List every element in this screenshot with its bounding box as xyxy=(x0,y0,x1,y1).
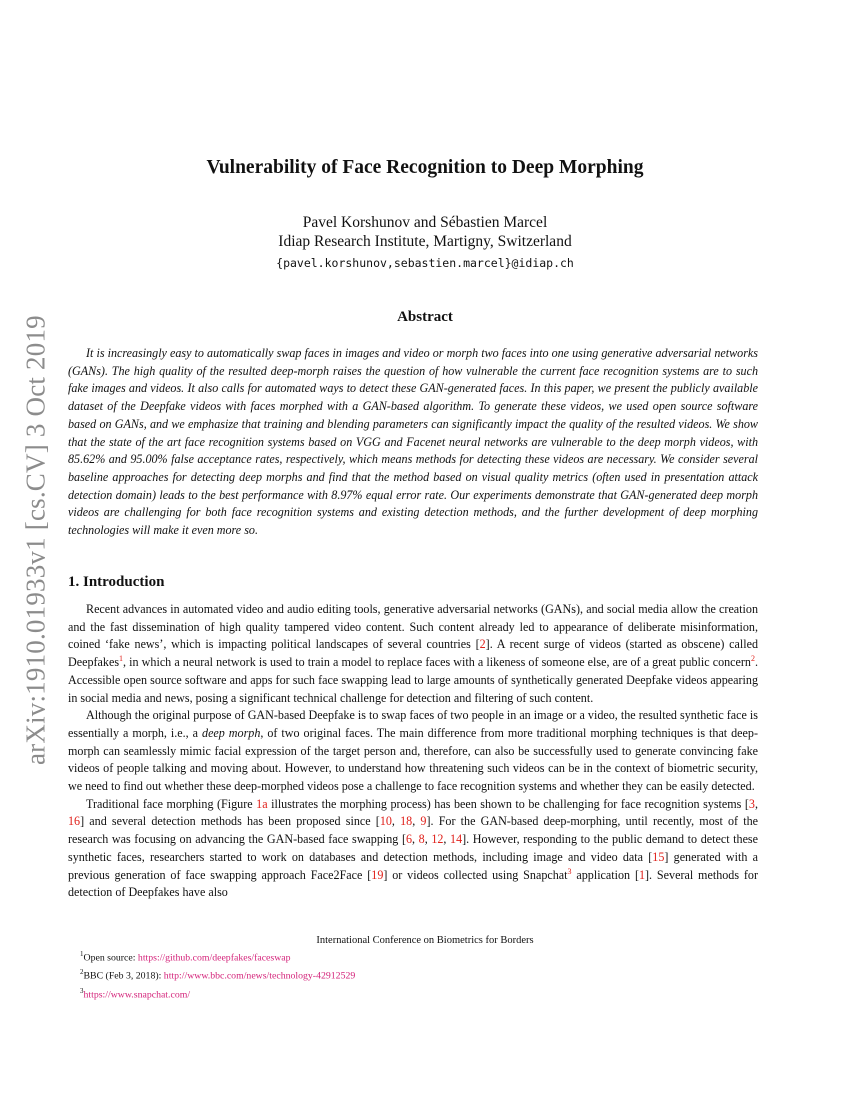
citation-link[interactable]: 6 xyxy=(405,832,413,847)
authors: Pavel Korshunov and Sébastien Marcel xyxy=(302,214,548,231)
citation-link[interactable]: 1 xyxy=(638,867,646,882)
citation-link[interactable]: 15 xyxy=(652,849,665,864)
arxiv-stamp: arXiv:1910.01933v1 [cs.CV] 3 Oct 2019 xyxy=(20,315,51,765)
footnote-link[interactable]: 3 xyxy=(567,866,572,876)
footnote-link[interactable]: 1 xyxy=(119,654,124,664)
footnote-url[interactable]: http://www.bbc.com/news/technology-42912529 xyxy=(163,970,356,982)
citation-link[interactable]: 16 xyxy=(68,814,81,829)
abstract-heading: Abstract xyxy=(397,309,453,325)
citation-link[interactable]: 18 xyxy=(400,814,413,829)
citation-link[interactable]: 2 xyxy=(479,637,486,652)
citation-link[interactable]: 9 xyxy=(420,814,427,829)
author-email: {pavel.korshunov,sebastien.marcel}@idiap.ch xyxy=(276,256,574,270)
footnote-url[interactable]: https://github.com/deepfakes/faceswap xyxy=(137,952,291,964)
footnote-3: $^3$https://www.snapchat.com/ xyxy=(80,986,191,1000)
introduction-body xyxy=(68,601,758,902)
citation-link[interactable]: 19 xyxy=(371,867,384,882)
footnote-url[interactable]: https://www.snapchat.com/ xyxy=(83,988,191,1000)
paper-title: Vulnerability of Face Recognition to Deep Morphing xyxy=(206,157,644,178)
footnote-1: $^1$Open source: https://github.com/deepfakes/faceswap xyxy=(80,950,291,964)
intro-paragraph-2: Although the original purpose of GAN-based Deepfake is to swap faces of two people in an image or a video, the resulted synthetic face is essentially a morph, i.e., a deep morph, of two original faces. The main difference from more traditional morphing techniques is that deep-morph can seamlessly mimic facial expression of the target person and, therefore, can also be successfully used to generate convincing fake videos of people talking and moving about. However, to understand how threatening such videos can be in the context of biometric security, we need to find out whether these deep-morphed videos pose a challenge to face recognition systems and whether they can be easily detected. xyxy=(68,708,758,794)
conference-name: International Conference on Biometrics for Borders xyxy=(316,935,534,946)
intro-paragraph-3: Traditional face morphing (Figure 1a illustrates the morphing process) has been shown to be challenging for face recognition systems [3, 16] and several detection methods has been proposed since [10, 18, 9]. For the GAN-based deep-morphing, until recently, most of the research was focusing on advancing the GAN-based face swapping [6, 8, 12, 14]. However, responding to the public demand to detect these synthetic faces, researchers started to work on databases and detection methods, including image and video data [15] generated with a previous generation of face swapping approach Face2Face [19] or videos collected using Snapchat$^3$ application [1]. Several methods for detection of Deepfakes have also xyxy=(68,796,759,900)
footnote-link[interactable]: 2 xyxy=(750,654,755,664)
abstract-text: It is increasingly easy to automatically swap faces in images and video or morph two faces into one using generative adversarial networks (GANs). The high quality of the resulted deep-morph raises the question of how vulnerable the current face recognition systems are to such fake images and videos. It also calls for automated ways to detect these GAN-generated faces. In this paper, we present the publicly available dataset of the Deepfake videos with faces morphed with a GAN-based algorithm. To generate these videos, we used open source software based on GANs, and we emphasize that training and blending parameters can significantly impact the quality of the resulted videos. We show that the state of the art face recognition systems based on VGG and Facenet neural networks are vulnerable to the deep morph videos, with 85.62% and 95.00% false acceptance rates, respectively, which means methods for detecting these videos are necessary. We consider several baseline approaches for detecting deep morphs and find that the method based on visual quality metrics (often used in presentation attack detection domain) leads to the best performance with 8.97% equal error rate. Our experiments demonstrate that GAN-generated deep morph videos are challenging for both face recognition systems and existing detection methods, and the further development of deep morphing technologies will make it even more so. xyxy=(68,346,758,538)
citation-link[interactable]: 3 xyxy=(748,796,755,811)
footnotes xyxy=(80,947,355,1002)
figure-link[interactable]: 1a xyxy=(256,796,268,811)
emphasis-deep-morph: deep morph xyxy=(202,725,261,740)
citation-link[interactable]: 10 xyxy=(379,814,392,829)
citation-link[interactable]: 12 xyxy=(431,832,444,847)
footnote-2: $^2$BBC (Feb 3, 2018): http://www.bbc.com/news/technology-42912529 xyxy=(80,968,356,982)
affiliation: Idiap Research Institute, Martigny, Switzerland xyxy=(278,233,572,250)
intro-paragraph-1: Recent advances in automated video and audio editing tools, generative adversarial networks (GANs), and social media allow the creation and the fast dissemination of high quality tampered video content. Such content already led to appearance of deliberate misinformation, coined ‘fake news’, which is impacting political landscapes of several countries [2]. A recent surge of videos (started as obscene) called Deepfakes$^1$, in which a neural network is used to train a model to replace faces with a likeness of someone else, are of a great public concern$^2$. Accessible open source software and apps for such face swapping lead to large amounts of synthetically generated Deepfake videos appearing in social media and news, posing a significant technical challenge for detection and filtering of such content. xyxy=(68,602,758,705)
citation-link[interactable]: 14 xyxy=(450,832,463,847)
section-heading-introduction: 1. Introduction xyxy=(68,574,165,590)
citation-link[interactable]: 8 xyxy=(418,832,425,847)
